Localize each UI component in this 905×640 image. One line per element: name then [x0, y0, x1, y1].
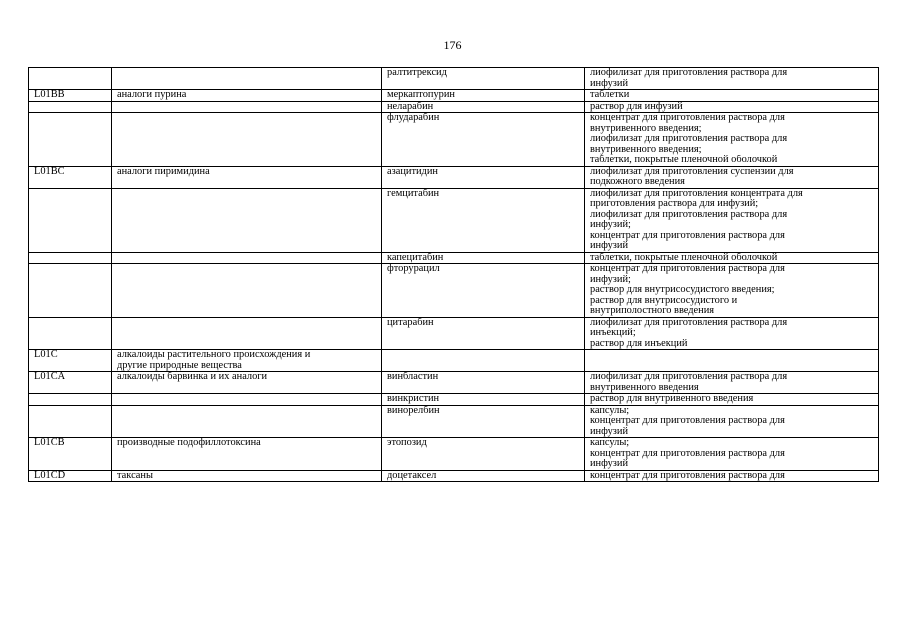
dosage-form-cell-line: раствор для инъекций — [590, 338, 688, 349]
atc-code-cell — [29, 166, 112, 188]
dosage-form-cell-line: подкожного введения — [590, 177, 685, 187]
dosage-form-cell-line: инфузий — [590, 241, 629, 251]
dosage-form-cell — [585, 264, 879, 318]
group-cell-line: алкалоиды растительного происхождения и — [117, 350, 311, 360]
drug-name-cell — [382, 68, 585, 90]
atc-code-cell — [29, 405, 112, 438]
group-cell — [112, 394, 382, 406]
dosage-form-cell-line: концентрат для приготовления раствора для — [590, 230, 785, 241]
atc-code-cell — [29, 470, 112, 482]
table-row — [29, 101, 879, 113]
group-cell-line: таксаны — [117, 470, 153, 481]
dosage-form-cell — [585, 350, 879, 372]
drug-name: этопозид — [387, 438, 427, 448]
table-row — [29, 252, 879, 264]
group-cell-line: производные подофиллотоксина — [117, 438, 261, 448]
table-row — [29, 264, 879, 318]
atc-code: L01CB — [34, 438, 65, 448]
atc-code-cell — [29, 113, 112, 167]
dosage-form-cell-line: капсулы; — [590, 438, 630, 448]
dosage-form-cell — [585, 68, 879, 90]
group-cell-line: другие природные вещества — [117, 360, 242, 371]
atc-code-cell — [29, 252, 112, 264]
drug-name-cell — [382, 372, 585, 394]
table-row — [29, 438, 879, 471]
dosage-form-cell-line: капсулы; — [590, 405, 630, 416]
atc-code-cell — [29, 372, 112, 394]
dosage-form-cell — [585, 394, 879, 406]
atc-code-cell — [29, 350, 112, 372]
drug-table — [28, 67, 879, 482]
dosage-form-cell — [585, 438, 879, 471]
dosage-form-cell — [585, 101, 879, 113]
table-body — [29, 68, 879, 482]
drug-name: фторурацил — [387, 264, 440, 274]
atc-code-cell — [29, 394, 112, 406]
dosage-form-cell-line: приготовления раствора для инфузий; — [590, 199, 759, 209]
drug-name-cell — [382, 405, 585, 438]
table-row — [29, 405, 879, 438]
group-cell — [112, 188, 382, 252]
dosage-form-cell-line: концентрат для приготовления раствора для — [590, 113, 785, 123]
drug-name-cell — [382, 166, 585, 188]
drug-name: винкристин — [387, 394, 440, 404]
dosage-form-cell-line: лиофилизат для приготовления суспензии для — [590, 166, 794, 177]
group-cell-line: аналоги пурина — [117, 90, 187, 100]
atc-code-cell — [29, 188, 112, 252]
dosage-form-cell-line: концентрат для приготовления раствора для — [590, 264, 785, 274]
table-row — [29, 372, 879, 394]
drug-name-cell — [382, 470, 585, 482]
dosage-form-cell-line: лиофилизат для приготовления раствора для — [590, 372, 788, 382]
dosage-form-cell-line: лиофилизат для приготовления раствора для — [590, 134, 788, 144]
dosage-form-cell-line: инфузий — [590, 459, 629, 469]
drug-name-cell — [382, 264, 585, 318]
atc-code-cell — [29, 317, 112, 350]
drug-name-cell — [382, 101, 585, 113]
group-cell — [112, 101, 382, 113]
atc-code-cell — [29, 68, 112, 90]
dosage-form-cell — [585, 317, 879, 350]
dosage-form-cell-line: таблетки, покрытые пленочной оболочкой — [590, 252, 778, 263]
atc-code: L01CD — [34, 470, 66, 481]
table-row — [29, 317, 879, 350]
dosage-form-cell — [585, 90, 879, 102]
atc-code: L01CA — [34, 372, 66, 382]
group-cell — [112, 113, 382, 167]
drug-name-cell — [382, 188, 585, 252]
group-cell — [112, 252, 382, 264]
dosage-form-cell-line: инфузий — [590, 426, 629, 437]
dosage-form-cell — [585, 252, 879, 264]
dosage-form-cell-line: таблетки — [590, 90, 630, 100]
group-cell — [112, 405, 382, 438]
table-row — [29, 394, 879, 406]
dosage-form-cell-line: лиофилизат для приготовления раствора для — [590, 209, 788, 220]
drug-name-cell — [382, 90, 585, 102]
group-cell — [112, 166, 382, 188]
atc-code-cell — [29, 101, 112, 113]
group-cell — [112, 470, 382, 482]
table-row — [29, 113, 879, 167]
drug-name: азацитидин — [387, 166, 438, 177]
dosage-form-cell-line: лиофилизат для приготовления раствора для — [590, 317, 788, 328]
dosage-form-cell-line: внутривенного введения — [590, 382, 699, 393]
table-row — [29, 68, 879, 90]
dosage-form-cell-line: внутривенного введения; — [590, 123, 702, 134]
dosage-form-cell-line: инфузий; — [590, 274, 631, 285]
table-row — [29, 90, 879, 102]
drug-name: меркаптопурин — [387, 90, 455, 100]
dosage-form-cell-line: раствор для инфузий — [590, 101, 683, 112]
atc-code-cell — [29, 264, 112, 318]
dosage-form-cell — [585, 188, 879, 252]
drug-name: винбластин — [387, 372, 439, 382]
group-cell-line: алкалоиды барвинка и их аналоги — [117, 372, 268, 382]
dosage-form-cell-line: раствор для внутривенного введения — [590, 394, 754, 404]
atc-code-cell — [29, 438, 112, 471]
drug-name-cell — [382, 113, 585, 167]
atc-code: L01BC — [34, 166, 65, 177]
drug-name: гемцитабин — [387, 188, 440, 199]
drug-name: капецитабин — [387, 252, 444, 263]
dosage-form-cell — [585, 166, 879, 188]
dosage-form-cell-line: раствор для внутрисосудистого и — [590, 295, 738, 306]
table-row — [29, 188, 879, 252]
dosage-form-cell-line: лиофилизат для приготовления концентрата для — [590, 188, 803, 199]
drug-name: цитарабин — [387, 317, 434, 328]
dosage-form-cell-line: раствор для внутрисосудистого введения; — [590, 285, 775, 295]
group-cell — [112, 372, 382, 394]
group-cell — [112, 317, 382, 350]
dosage-form-cell-line: внутривенного введения; — [590, 144, 702, 155]
dosage-form-cell-line: концентрат для приготовления раствора для — [590, 470, 785, 481]
group-cell — [112, 264, 382, 318]
dosage-form-cell — [585, 372, 879, 394]
drug-name-cell — [382, 394, 585, 406]
atc-code-cell — [29, 90, 112, 102]
group-cell — [112, 68, 382, 90]
dosage-form-cell-line: лиофилизат для приготовления раствора для — [590, 68, 788, 78]
group-cell — [112, 438, 382, 471]
group-cell — [112, 90, 382, 102]
drug-name-cell — [382, 252, 585, 264]
dosage-form-cell-line: концентрат для приготовления раствора для — [590, 416, 785, 426]
table-row — [29, 470, 879, 482]
drug-name: ралтитрексид — [387, 68, 447, 78]
dosage-form-cell-line: концентрат для приготовления раствора для — [590, 448, 785, 459]
drug-name: винорелбин — [387, 405, 440, 416]
table-row — [29, 166, 879, 188]
dosage-form-cell — [585, 470, 879, 482]
drug-name-cell — [382, 317, 585, 350]
dosage-form-cell — [585, 113, 879, 167]
dosage-form-cell-line: таблетки, покрытые пленочной оболочкой — [590, 155, 778, 165]
group-cell-line: аналоги пиримидина — [117, 166, 210, 177]
dosage-form-cell-line: инфузий; — [590, 220, 631, 230]
page-number: 176 — [443, 38, 462, 52]
drug-name: неларабин — [387, 101, 434, 112]
table-row — [29, 350, 879, 372]
dosage-form-cell-line: инъекций; — [590, 328, 636, 338]
atc-code: L01BB — [34, 90, 65, 100]
drug-name: флударабин — [387, 113, 440, 123]
group-cell — [112, 350, 382, 372]
dosage-form-cell-line: инфузий — [590, 78, 629, 89]
dosage-form-cell — [585, 405, 879, 438]
drug-name-cell — [382, 350, 585, 372]
dosage-form-cell-line: внутриполостного введения — [590, 306, 715, 316]
atc-code: L01C — [34, 350, 58, 360]
drug-name-cell — [382, 438, 585, 471]
drug-name: доцетаксел — [387, 470, 437, 481]
